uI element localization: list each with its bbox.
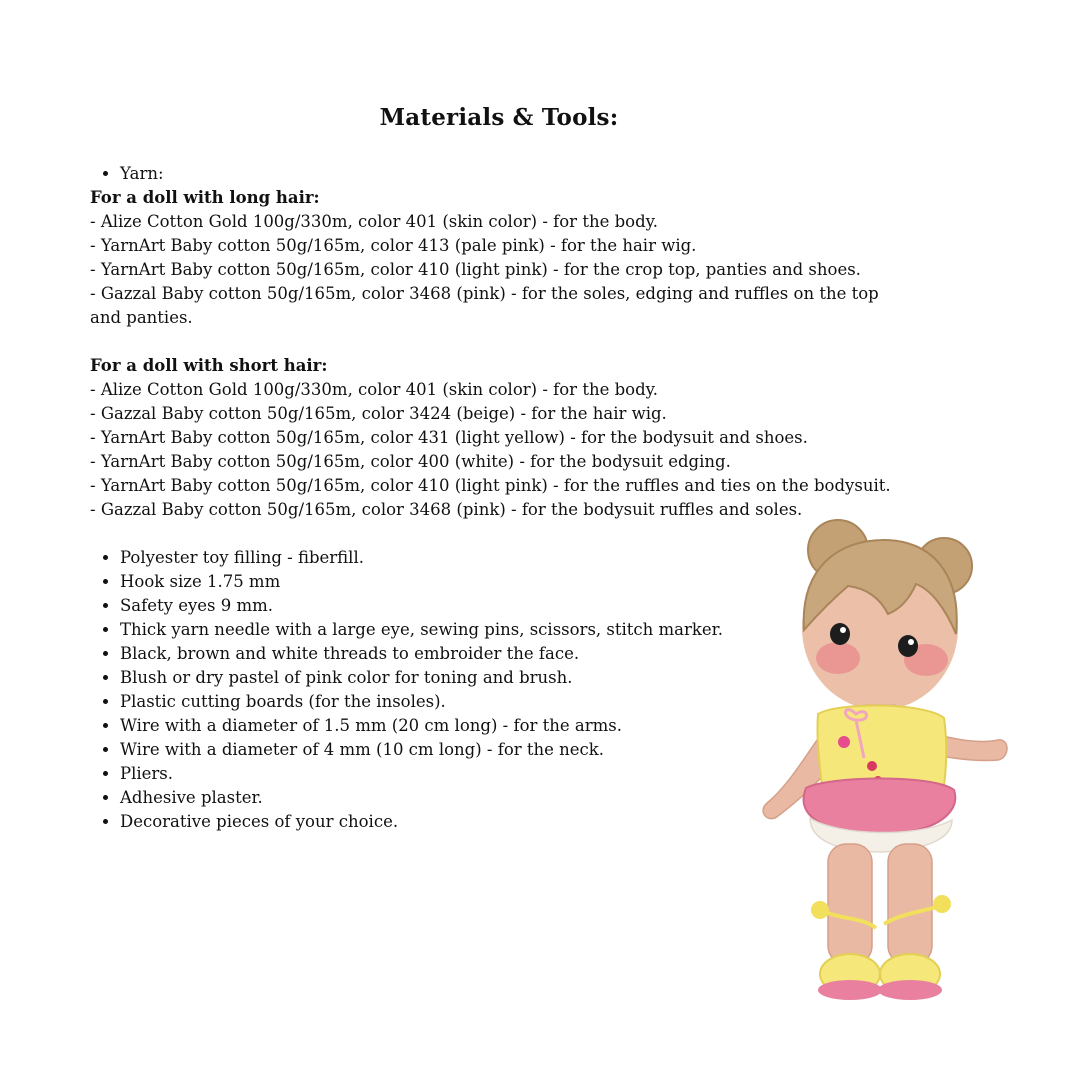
- tool-item: • Adhesive plaster.: [120, 786, 910, 810]
- tool-item: • Safety eyes 9 mm.: [120, 594, 910, 618]
- yarn-list: [90, 162, 910, 186]
- long-hair-section: [90, 186, 910, 330]
- crochet-doll-image: [748, 518, 1012, 1008]
- eye-left: [830, 623, 850, 645]
- tool-item: • Thick yarn needle with a large eye, sewing pins, scissors, stitch marker.: [120, 618, 910, 642]
- short-hair-heading: For a doll with short hair:: [90, 356, 328, 375]
- yarn-bullet: • Yarn:: [120, 162, 910, 186]
- tool-item: • Decorative pieces of your choice.: [120, 810, 910, 834]
- page-title: Materials & Tools:: [379, 104, 619, 131]
- tool-item: • Pliers.: [120, 762, 910, 786]
- tool-item: • Black, brown and white threads to embroider the face.: [120, 642, 910, 666]
- tool-item: • Plastic cutting boards (for the insoles).: [120, 690, 910, 714]
- tool-item: • Wire with a diameter of 1.5 mm (20 cm long) - for the arms.: [120, 714, 910, 738]
- long-hair-line: - YarnArt Baby cotton 50g/165m, color 410 (light pink) - for the crop top, panties and shoes.: [90, 260, 861, 279]
- short-hair-line: - YarnArt Baby cotton 50g/165m, color 431 (light yellow) - for the bodysuit and shoes.: [90, 428, 808, 447]
- short-hair-line: - Alize Cotton Gold 100g/330m, color 401 (skin color) - for the body.: [90, 380, 659, 399]
- tool-item: • Blush or dry pastel of pink color for toning and brush.: [120, 666, 910, 690]
- sole-left: [818, 980, 882, 1000]
- bodysuit-top: [817, 705, 946, 786]
- long-hair-line: - Gazzal Baby cotton 50g/165m, color 3468 (pink) - for the soles, edging and ruffles on the top and panties.: [90, 284, 879, 327]
- short-hair-line: - YarnArt Baby cotton 50g/165m, color 410 (light pink) - for the ruffles and ties on the bodysuit.: [90, 476, 891, 495]
- leg-right: [888, 844, 932, 964]
- cheek-left: [816, 642, 860, 674]
- leg-left: [828, 844, 872, 964]
- eye-right: [898, 635, 918, 657]
- short-hair-line: - YarnArt Baby cotton 50g/165m, color 400 (white) - for the bodysuit edging.: [90, 452, 731, 471]
- long-hair-line: - Alize Cotton Gold 100g/330m, color 401 (skin color) - for the body.: [90, 212, 659, 231]
- short-hair-line: - Gazzal Baby cotton 50g/165m, color 3468 (pink) - for the bodysuit ruffles and soles.: [90, 500, 803, 519]
- flower-decoration: [838, 736, 850, 748]
- short-hair-section: [90, 354, 910, 522]
- tool-item: • Polyester toy filling - fiberfill.: [120, 546, 910, 570]
- tool-item: • Wire with a diameter of 4 mm (10 cm long) - for the neck.: [120, 738, 910, 762]
- tool-item: • Hook size 1.75 mm: [120, 570, 910, 594]
- long-hair-line: - YarnArt Baby cotton 50g/165m, color 413 (pale pink) - for the hair wig.: [90, 236, 697, 255]
- long-hair-heading: For a doll with long hair:: [90, 188, 320, 207]
- section-spacer: [90, 330, 910, 354]
- short-hair-line: - Gazzal Baby cotton 50g/165m, color 3424 (beige) - for the hair wig.: [90, 404, 667, 423]
- sole-right: [878, 980, 942, 1000]
